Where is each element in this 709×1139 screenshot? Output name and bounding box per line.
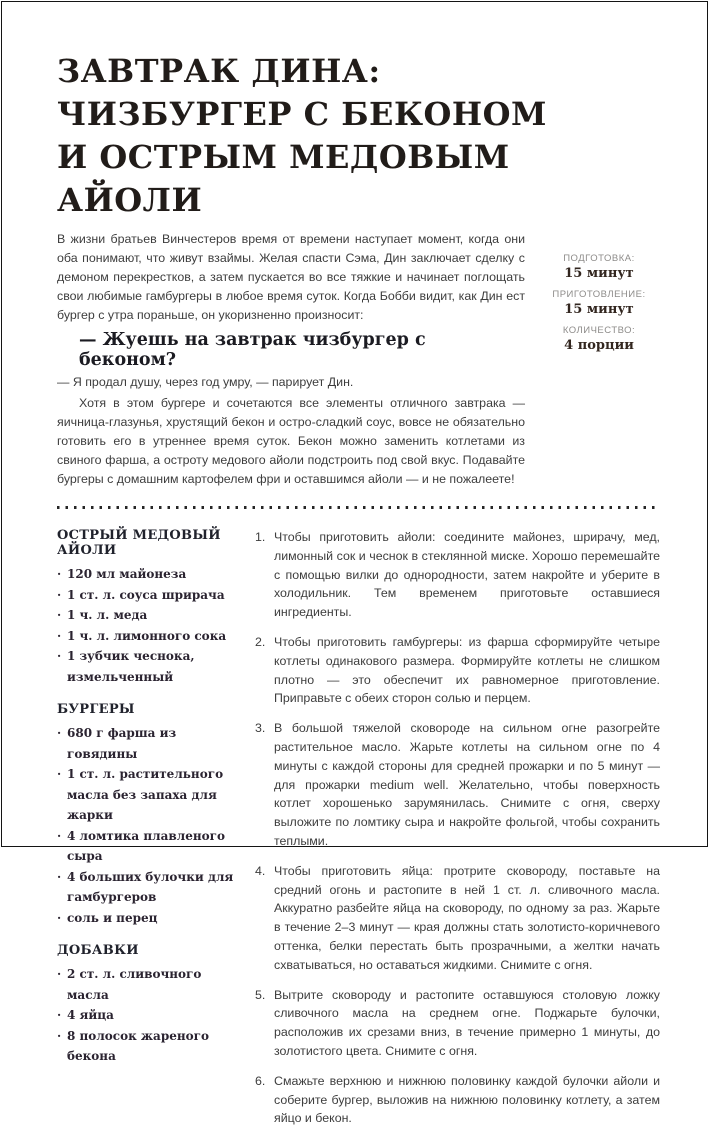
step-text: Чтобы приготовить айоли: соедините майонез, шрирачу, мед, лимонный сок и чеснок в стеклянной миске. Хорошо перемешайте с помощью вилки до однородности, затем накройте и уберите в холодильник. Тем временем приготовьте оставшиеся ингредиенты. [274, 530, 660, 620]
recipe-body [57, 528, 660, 1139]
step-number: 2. [255, 634, 266, 649]
ingredients-column [57, 528, 247, 1139]
ingredient-item: · 1 ч. л. лимонного сока [57, 626, 247, 647]
ingredients-section-title: БУРГЕРЫ [57, 702, 135, 717]
step-number: 5. [255, 987, 266, 1002]
ingredient-item: · 1 ст. л. соуса шрирача [57, 585, 247, 606]
step-number: 6. [255, 1073, 266, 1088]
step-text: Чтобы приготовить гамбургеры: из фарша сформируйте четыре котлеты одинакового размера. Формируйте котлеты не слишком плотно — это обеспечит их равномерное приготовление. Приправьте с обеих сторон солью и перцем. [274, 634, 660, 706]
title-line-4: АЙОЛИ [57, 181, 203, 219]
intro-section [57, 230, 660, 489]
instruction-step [255, 719, 660, 851]
ingredient-item: · 4 больших булочки для гамбургеров [57, 867, 247, 908]
servings-label: КОЛИЧЕСТВО: [562, 325, 636, 336]
ingredient-item: · 8 полосок жареного бекона [57, 1026, 247, 1067]
reply-line: — Я продал душу, через год умру, — парирует Дин. [57, 375, 354, 389]
ingredient-item: · 2 ст. л. сливочного масла [57, 964, 247, 1005]
ingredients-section-title: ОСТРЫЙ МЕДОВЫЙ АЙОЛИ [57, 528, 221, 558]
instruction-step [255, 633, 660, 708]
ingredient-item: · 120 мл майонеза [57, 564, 247, 585]
intro-text [57, 230, 525, 489]
instruction-step [255, 528, 660, 622]
recipe-meta [538, 253, 660, 361]
ingredients-section-title: ДОБАВКИ [57, 943, 139, 958]
prep-time-label: ПОДГОТОВКА: [563, 253, 635, 264]
instruction-step [255, 1072, 660, 1128]
dotted-divider [57, 506, 660, 509]
cook-time-label: ПРИГОТОВЛЕНИЕ: [552, 289, 646, 300]
ingredients-section-toppings [57, 943, 247, 1067]
step-text: В большой тяжелой сковороде на сильном огне разогрейте растительное масло. Жарьте котлеты на сильном огне по 4 минуты с каждой стороны для средней прожарки и по 5 минут — для прожарки medium well. Желательно, чтобы поверхность котлет хорошенько зарумянилась. Снимите с огня, сверху выложите по ломтику сыра и накройте фольгой, чтобы сохранить теплыми. [274, 721, 660, 848]
step-text: Вытрите сковороду и растопите оставшуюся столовую ложку сливочного масла на среднем огне. Поджарьте булочки, расположив их срезами вниз, в течение примерно 1 минуты, до золотистого цвета. Снимите с огня. [274, 987, 660, 1058]
page-title [57, 50, 660, 222]
step-number: 4. [255, 863, 266, 878]
servings-value: 4 порции [564, 338, 634, 353]
step-text: Смажьте верхнюю и нижнюю половинку каждой булочки айоли и соберите бургер, выложив на нижнюю половинку котлету, а затем яйцо и бекон. [274, 1073, 660, 1126]
intro-paragraph-2: Хотя в этом бургере и сочетаются все элементы отличного завтрака — яичница-глазунья, хрустящий бекон и остро-сладкий соус, вовсе не обязательно готовить его в утреннее время суток. Бекон можно заменить котлетами из свиного фарша, а остроту медового айоли подстроить под свой вкус. Подавайте бургеры с домашним картофелем фри и оставшимся айоли — и не пожалеете! [57, 396, 525, 486]
title-line-1: ЗАВТРАК ДИНА: [57, 52, 381, 90]
step-number: 1. [255, 530, 266, 544]
ingredients-section-burgers [57, 702, 247, 928]
ingredient-item: · 1 зубчик чеснока, измельченный [57, 646, 247, 687]
title-line-3: И ОСТРЫМ МЕДОВЫМ [57, 138, 510, 176]
ingredient-item: · 1 ст. л. растительного масла без запаха для жарки [57, 764, 247, 826]
ingredients-section-aioli [57, 528, 247, 687]
ingredient-item: · 680 г фарша из говядины [57, 723, 247, 764]
instructions-column [255, 528, 660, 1139]
title-line-2: ЧИЗБУРГЕР С БЕКОНОМ [57, 95, 547, 133]
prep-time-value: 15 минут [564, 266, 634, 281]
quote-line: — Жуешь на завтрак чизбургер с беконом? [79, 330, 426, 370]
ingredient-item: · 4 яйца [57, 1005, 247, 1026]
ingredient-item: · 4 ломтика плавленого сыра [57, 826, 247, 867]
step-text: Чтобы приготовить яйца: протрите сковороду, поставьте на средний огонь и растопите в ней 1 ст. л. сливочного масла. Аккуратно разбейте яйца на сковороду, по одному за раз. Жарьте в течение 2–3 минут — края должны стать золотисто-коричневого оттенка, белки перестать быть прозрачными, а желтки начать схватываться, но оставаться жидкими. Снимите с огня. [274, 863, 660, 972]
instruction-step [255, 862, 660, 975]
intro-paragraph-1: В жизни братьев Винчестеров время от времени наступает момент, когда они оба понимают, что живут взаймы. Желая спасти Сэма, Дин заключает сделку с демоном перекрестков, а затем пускается во все тяжкие и начинает поглощать свои любимые гамбургеры в любое время суток. Когда Бобби видит, как Дин ест бургер с утра пораньше, он укоризненно произносит: [57, 232, 525, 322]
ingredient-item: · соль и перец [57, 908, 247, 929]
step-number: 3. [255, 721, 266, 736]
instruction-step [255, 986, 660, 1061]
ingredient-item: · 1 ч. л. меда [57, 605, 247, 626]
cook-time-value: 15 минут [564, 302, 634, 317]
